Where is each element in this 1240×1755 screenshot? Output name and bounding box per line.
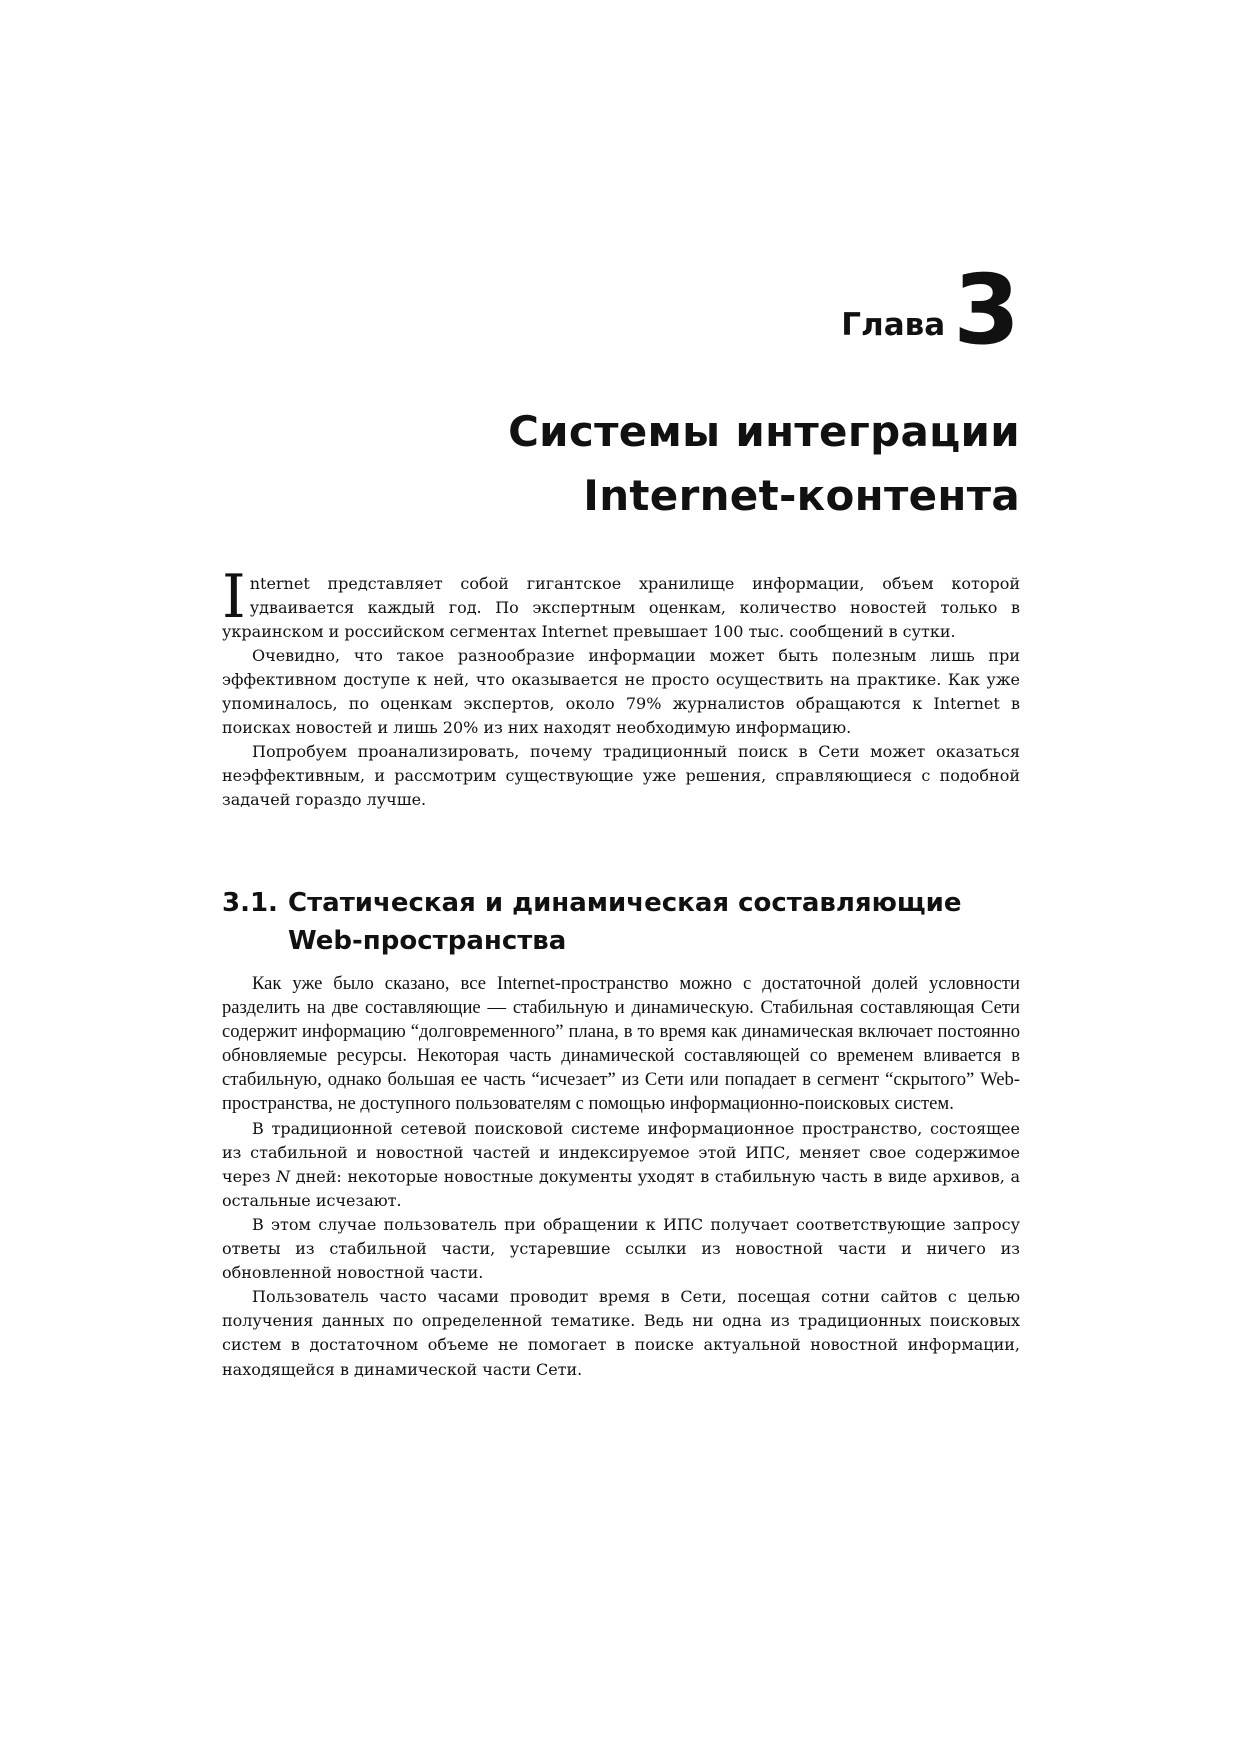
section-number: 3.1. [222,888,278,918]
variable-n: N [276,1166,291,1186]
intro-paragraph-2: Очевидно, что такое разнообразие информации может быть полезным лишь при эффективном доступе к ней, что оказывается не просто осуществить на практике. Как уже упоминалось, по оценкам экспертов, около 79% журналистов обращаются к Internet в поисках новостей и лишь 20% из них находят необходимую информацию. [222,646,1020,737]
chapter-title-line2: Internet-контента [583,471,1020,520]
chapter-title-line1: Системы интеграции [508,407,1020,456]
section-title-line2: Web-пространства [288,926,567,956]
intro-paragraph-1 [222,562,1020,644]
chapter-word: Глава [841,307,946,343]
intro-paragraph-1-text: nternet представляет собой гигантское хранилище информации, объем которой удваивается каждый год. По экспертным оценкам, количество новостей только в украинском и российском сегментах Internet превышает 100 тыс. сообщений в сутки. [222,574,1020,641]
section-paragraph-2-end: дней: некоторые новостные документы уходят в стабильную часть в виде архивов, а остальные исчезают. [222,1166,1020,1210]
chapter-label [841,254,1018,366]
drop-cap: I [222,562,246,632]
intro-paragraph-3: Попробуем проанализировать, почему традиционный поиск в Сети может оказаться неэффективным, и рассмотрим существующие уже решения, справляющиеся с подобной задачей гораздо лучше. [222,742,1020,809]
chapter-number: 3 [953,254,1018,366]
section-heading [222,884,1042,960]
section-paragraph-2 [222,1117,1020,1213]
section-paragraph-4: Пользователь часто часами проводит время в Сети, посещая сотни сайтов с целью получения данных по определенной тематике. Ведь ни одна из традиционных поисковых систем в достаточном объеме не помогает в поиске актуальной новостной информации, находящейся в динамической части Сети. [222,1287,1020,1379]
section-paragraph-1: Как уже было сказано, все Internet-пространство можно с достаточной долей условности разделить на две составляющие — стабильную и динамическую. Стабильная составляющая Сети содержит информацию “долговременного” плана, в то время как динамическая включает постоянно обновляемые ресурсы. Некоторая часть динамической составляющей со временем вливается в стабильную, однако большая ее часть “исчезает” из Сети или попадает в сегмент “скрытого” Web-пространства, не доступного пользователям с помощью информационно-поисковых систем. [222,973,1020,1115]
section-text [222,972,1020,1382]
section-title-line1: Статическая и динамическая составляющие [288,888,962,918]
intro-text [222,562,1020,812]
section-paragraph-3: В этом случае пользователь при обращении к ИПС получает соответствующие запросу ответы из стабильной части, устаревшие ссылки из новостной части и ничего из обновленной новостной части. [222,1214,1020,1283]
chapter-title [220,400,1020,528]
section-paragraph-2-start: В традиционной сетевой поисковой системе информационное пространство, состоящее из стабильной и новостной частей и индексируемое этой ИПС, меняет свое содержимое через [222,1118,1020,1186]
